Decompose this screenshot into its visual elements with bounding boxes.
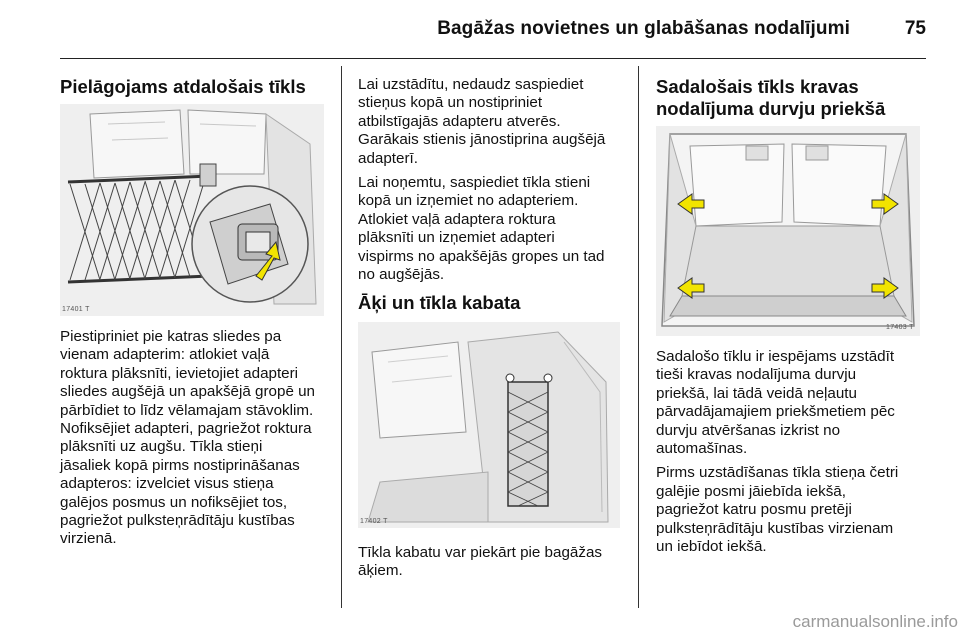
column-1-heading-wrap (60, 76, 330, 98)
column-2-heading-wrap (358, 292, 630, 314)
caption-net-pocket: Tīkla kabatu var piekārt pie bagāžas āķiem. (358, 544, 602, 580)
paragraph-divider-net-purpose: Sadalošo tīklu ir iespējams uzstādīt tieši kravas nodalījuma durvju priekšā, lai tādā veidā neļautu pārvadājamajiem priekšmetiem pēc durvju atvēršanas izkrist no automašīnas. (656, 348, 895, 458)
illustration-cargo-net-adapter (60, 104, 324, 316)
figure-net-pocket (358, 322, 620, 528)
column-divider-1 (341, 66, 342, 608)
column-3-heading-wrap (656, 76, 928, 120)
figure-divider-net (656, 126, 920, 336)
section-heading-hooks-net-pocket: Āķi un tīkla kabata (358, 292, 521, 313)
column-3-body (656, 348, 932, 562)
figure-code-17403: 17403 T (886, 324, 914, 331)
figure-code-17401: 17401 T (62, 306, 90, 313)
header-divider (60, 58, 926, 59)
figure-code-17402: 17402 T (360, 518, 388, 525)
column-2-body (358, 76, 630, 290)
paragraph-remove-rods: Lai noņemtu, saspiediet tīkla stieni kopā un izņemiet no adapteriem. Atlokiet vaļā adaptera roktura plāksnīti un izņemiet adapteri vispirms no apakšējās gropes un tad no augšējās. (358, 174, 605, 284)
section-heading-divider-net-door: Sadalošais tīkls kravas nodalījuma durvju priekšā (656, 76, 886, 119)
watermark-text: carmanualsonline.info (792, 612, 958, 631)
paragraph-divider-net-rod-prep: Pirms uzstādīšanas tīkla stieņa četri galējie posmi jāiebīda iekšā, pagriežot katru posmu pretēji pulksteņrādītāju kustības virzienam un iebīdot iekšā. (656, 464, 899, 556)
paragraph-adapter-installation: Piestipriniet pie katras sliedes pa vienam adapterim: atlokiet vaļā roktura plāksnīti, ievietojiet adapteri sliedes augšējā un apakšējā gropē un pārbīdiet to līdz vēlamajam stāvoklim. Nofiksējiet adapteri, pagriežot roktura plāksnīti uz augšu. Tīkla stieņi jāsaliek kopā pirms nostiprināšanas adapteros: izvelciet visus stieņa galējos posmus un nofiksējiet tos, pagriežot pulksteņrādītāju kustības virzienā. (60, 328, 315, 548)
illustration-net-pocket-hooks (358, 322, 620, 528)
column-divider-2 (638, 66, 639, 608)
page-header-title: Bagāžas novietnes un glabāšanas nodalījumi (437, 18, 850, 39)
paragraph-install-rods: Lai uzstādītu, nedaudz saspiediet stieņus kopā un nostipriniet atbilstīgajās adapteru atverēs. Garākais stienis jānostiprina augšējā adapterī. (358, 76, 606, 167)
illustration-load-compartment-rear (656, 126, 920, 336)
column-2-caption (358, 544, 630, 587)
column-1-body (60, 328, 332, 555)
page-number: 75 (904, 18, 926, 39)
figure-adjustable-net (60, 104, 324, 316)
section-heading-adjustable-net: Pielāgojams atdalošais tīkls (60, 76, 306, 97)
